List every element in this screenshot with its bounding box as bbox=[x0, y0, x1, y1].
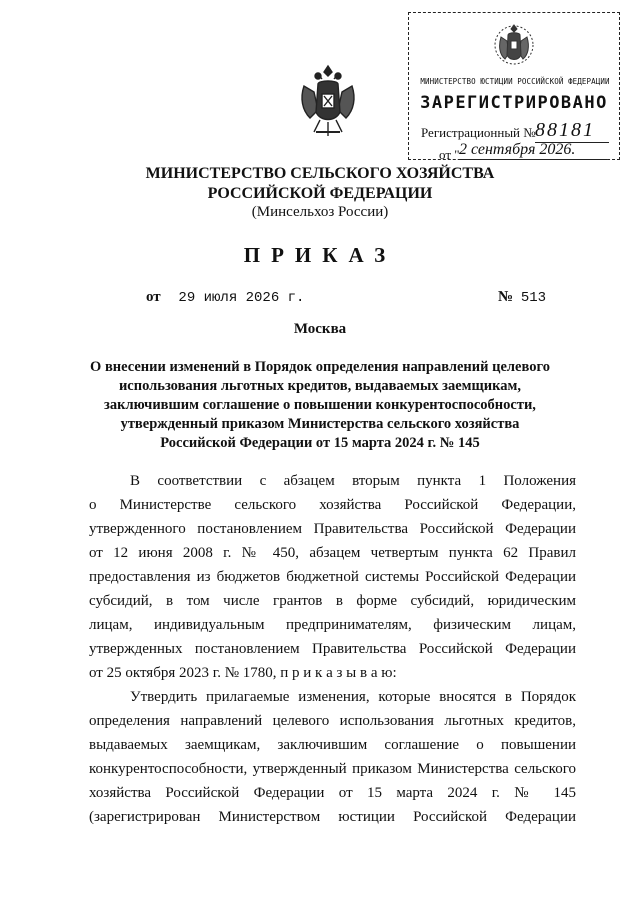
heading-line: использования льготных кредитов, выдаваемых заемщикам, bbox=[118, 378, 522, 394]
stamp-date-value: 2 сентября 2026. bbox=[459, 141, 607, 160]
city: Москва bbox=[293, 321, 347, 337]
order-number bbox=[498, 289, 546, 306]
text-line: утвержденного постановлением Правительства Российской Федерации bbox=[89, 521, 576, 537]
date-prefix: от bbox=[146, 289, 161, 305]
registration-stamp bbox=[408, 12, 620, 160]
text-line: о Министерстве сельского хозяйства Российской Федерации, bbox=[89, 497, 576, 513]
text-line: от 12 июня 2008 г. № 450, абзацем четвертым пункта 62 Правил bbox=[89, 545, 576, 561]
stamp-number-value: 88181 bbox=[535, 119, 609, 143]
paragraph-order bbox=[89, 685, 576, 829]
heading-line: утвержденный приказом Министерства сельского хозяйства bbox=[120, 416, 520, 432]
stamp-number-label: Регистрационный № bbox=[421, 125, 536, 140]
stamp-emblem-icon bbox=[493, 19, 535, 71]
document-title: ПРИКАЗ bbox=[243, 243, 397, 267]
text-line: предоставления из бюджетов бюджетной системы Российской Федерации bbox=[89, 569, 576, 585]
ministry-name-line2: РОССИЙСКОЙ ФЕДЕРАЦИИ bbox=[207, 185, 433, 202]
stamp-date-label: от " bbox=[439, 147, 460, 162]
heading-line: Российской Федерации от 15 марта 2024 г. № 145 bbox=[160, 435, 480, 451]
heading-line: О внесении изменений в Порядок определения направлений целевого bbox=[90, 359, 550, 375]
text-line: определения направлений целевого использования льготных кредитов, bbox=[89, 713, 576, 729]
number-sign: № bbox=[498, 289, 514, 305]
stamp-ministry-text: МИНИСТЕРСТВО ЮСТИЦИИ РОССИЙСКОЙ ФЕДЕРАЦИИ bbox=[420, 77, 610, 86]
text-line: лицам, индивидуальным предпринимателям, физическим лицам, bbox=[89, 617, 576, 633]
order-heading bbox=[60, 358, 580, 453]
number-value: 513 bbox=[520, 290, 547, 306]
text-line: Утвердить прилагаемые изменения, которые вносятся в Порядок bbox=[130, 689, 576, 705]
text-line: утвержденных постановлением Правительства Российской Федерации bbox=[89, 641, 576, 657]
text-line: (зарегистрирован Министерством юстиции Российской Федерации bbox=[89, 809, 576, 825]
ministry-name-line1: МИНИСТЕРСТВО СЕЛЬСКОГО ХОЗЯЙСТВА bbox=[145, 165, 495, 182]
date-value: 29 июля 2026 г. bbox=[178, 290, 305, 306]
heading-line: заключившим соглашение о повышении конкурентоспособности, bbox=[104, 397, 536, 413]
paragraph-preamble bbox=[89, 469, 576, 685]
ministry-short-name: (Минсельхоз России) bbox=[251, 204, 389, 220]
coat-of-arms-emblem bbox=[296, 62, 360, 142]
text-line: от 25 октября 2023 г. № 1780, п р и к а з ы в а ю: bbox=[89, 665, 397, 681]
order-date bbox=[146, 289, 304, 306]
text-line: конкурентоспособности, утвержденный приказом Министерства сельского bbox=[89, 761, 576, 777]
text-line: хозяйства Российской Федерации от 15 марта 2024 г. № 145 bbox=[89, 785, 576, 801]
text-line: субсидий, в том числе грантов в форме субсидий, юридическим bbox=[89, 593, 576, 609]
text-line: В соответствии с абзацем вторым пункта 1 Положения bbox=[130, 473, 576, 489]
stamp-registered-text: ЗАРЕГИСТРИРОВАНО bbox=[420, 93, 608, 113]
text-line: выдаваемых заемщикам, заключившим соглашение о повышении bbox=[89, 737, 576, 753]
